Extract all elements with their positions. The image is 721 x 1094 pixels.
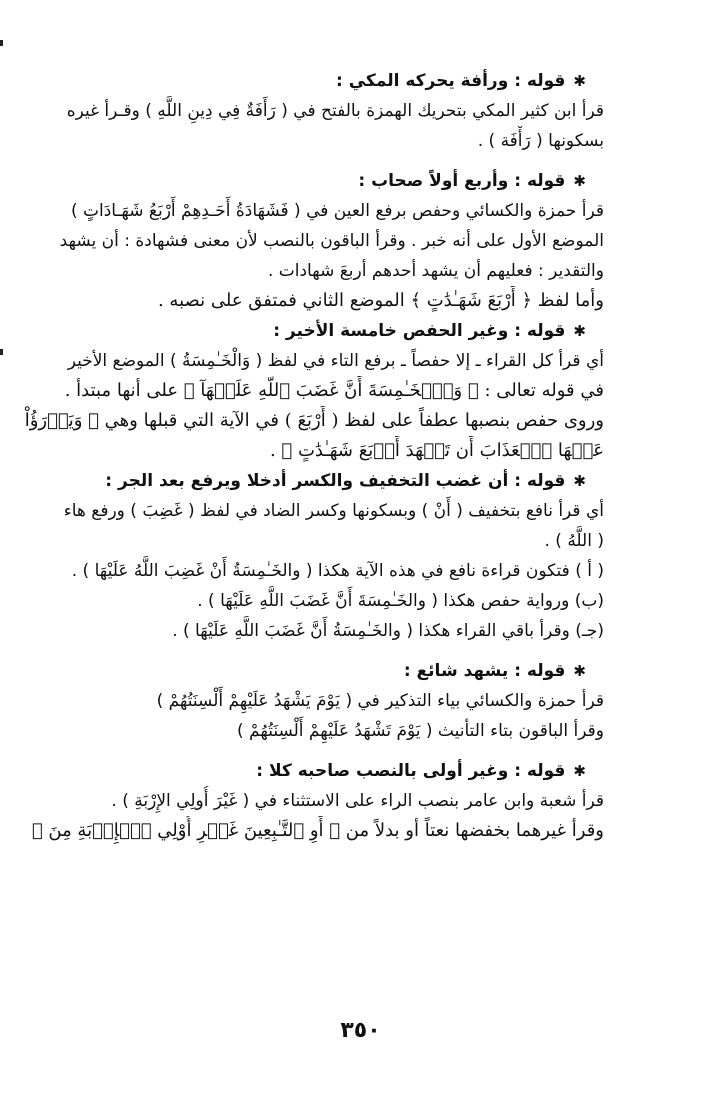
page-number: ٣٥٠: [340, 1018, 381, 1043]
section-heading: [20, 166, 604, 196]
asterisk-icon: ✱: [573, 472, 586, 490]
paragraph-line: قرأ حمزة والكسائي بياء التذكير في ( يَوْمَ يَشْهَدُ عَلَيْهِمْ أَلْسِنَتُهُمْ ): [156, 691, 604, 711]
section-ghayr: [20, 756, 604, 846]
paragraph-line: وقرأ غيرهما بخفضها نعتاً أو بدلاً من ﴿ أَوِ ٱلتَّـٰبِعِينَ غَيۡرِ أُوْلِي ٱلۡإِرۡبَةِ مِنَ ﴾: [31, 820, 604, 841]
paragraph-line: والتقدير : فعليهم أن يشهد أحدهم أربعَ شهادات .: [267, 261, 604, 281]
asterisk-icon: ✱: [573, 72, 586, 90]
section-heading: [20, 316, 604, 346]
heading-text: قوله : وغير أولى بالنصب صاحبه كلا :: [256, 761, 566, 781]
paragraph-line: قرأ شعبة وابن عامر بنصب الراء على الاستثناء في ( غَيْرَ أُولِي الإِرْبَةِ ) .: [111, 791, 604, 811]
heading-text: قوله : ورأفة يحركه المكي :: [336, 71, 566, 91]
left-edge-mark-middle: [0, 349, 3, 355]
heading-text: قوله : أن غضب التخفيف والكسر أدخلا ويرفع بعد الجر :: [105, 471, 566, 491]
section-raafa: [20, 66, 604, 156]
section-heading: [20, 656, 604, 686]
section-yashhad: [20, 656, 604, 746]
asterisk-icon: ✱: [573, 662, 586, 680]
paragraph-line: الموضع الأول على أنه خبر . وقرأ الباقون بالنصب لأن معنى فشهادة : أن يشهد: [59, 231, 604, 251]
paragraph-line: (ب) ورواية حفص هكذا ( والخَـٰمِسَةَ أَنَّ غَضَبَ اللَّهِ عَلَيْهَا ) .: [197, 591, 604, 611]
paragraph-line: بسكونها ( رَأْفَة ) .: [477, 131, 604, 151]
asterisk-icon: ✱: [573, 762, 586, 780]
paragraph-line: وقرأ الباقون بتاء التأنيث ( يَوْمَ تَشْهَدُ عَلَيْهِمْ أَلْسِنَتُهُمْ ): [237, 721, 604, 741]
heading-text: قوله : يشهد شائع :: [403, 661, 566, 681]
asterisk-icon: ✱: [573, 172, 586, 190]
section-arba: [20, 166, 604, 316]
paragraph-line: أي قرأ نافع بتخفيف ( أَنْ ) وبسكونها وكسر الضاد في لفظ ( غَضِبَ ) ورفع هاء: [63, 501, 604, 521]
left-edge-mark-top: [0, 40, 3, 46]
section-khamisa: [20, 316, 604, 466]
paragraph-line: وروى حفص بنصبها عطفاً على لفظ ( أَرْبَعَ ) في الآية التي قبلها وهي ﴿ وَيَدۡرَؤُاْ: [24, 410, 604, 431]
paragraph-line: ( أ ) فتكون قراءة نافع في هذه الآية هكذا ( والخَـٰمِسَةُ أَنْ غَضِبَ اللَّهُ عَلَيْهَا ) .: [71, 561, 604, 581]
section-heading: [20, 466, 604, 496]
page-text: [20, 66, 604, 846]
paragraph-line: وأما لفظ ﴿ أَرْبَعَ شَهَـٰدَٰتٍ ﴾ الموضع الثاني فمتفق على نصبه .: [157, 290, 604, 311]
paragraph-line: في قوله تعالى : ﴿ وَٱلۡخَـٰمِسَةَ أَنَّ غَضَبَ ٱللَّهِ عَلَيۡهَآ ﴾ على أنها مبتدأ .: [64, 380, 604, 401]
paragraph-line: ( اللَّهُ ) .: [544, 531, 604, 551]
paragraph-line: (جـ) وقرأ باقي القراء هكذا ( والخَـٰمِسَةُ أَنَّ غَضَبَ اللَّهِ عَلَيْهَا ) .: [172, 621, 604, 641]
section-ghadab: [20, 466, 604, 646]
paragraph-line: عَنۡهَا ٱلۡعَذَابَ أَن تَشۡهَدَ أَرۡبَعَ شَهَـٰدَٰتٍ ﴾ .: [269, 440, 604, 461]
paragraph-line: أي قرأ كل القراء ـ إلا حفصاً ـ برفع التاء في لفظ ( وَالْخَـٰمِسَةُ ) الموضع الأخير: [67, 351, 604, 371]
asterisk-icon: ✱: [573, 322, 586, 340]
section-heading: [20, 756, 604, 786]
section-heading: [20, 66, 604, 96]
paragraph-line: قرأ ابن كثير المكي بتحريك الهمزة بالفتح في ( رَأَفَةٌ فِي دِينِ اللَّهِ ) وقـرأ غيره: [66, 101, 604, 121]
heading-text: قوله : وأربع أولاً صحاب :: [358, 171, 566, 191]
heading-text: قوله : وغير الحفص خامسة الأخير :: [273, 321, 566, 341]
paragraph-line: قرأ حمزة والكسائي وحفص برفع العين في ( فَشَهَادَةُ أَحَـدِهِمْ أَرْبَعُ شَهَـادَاتٍ ): [70, 201, 604, 221]
